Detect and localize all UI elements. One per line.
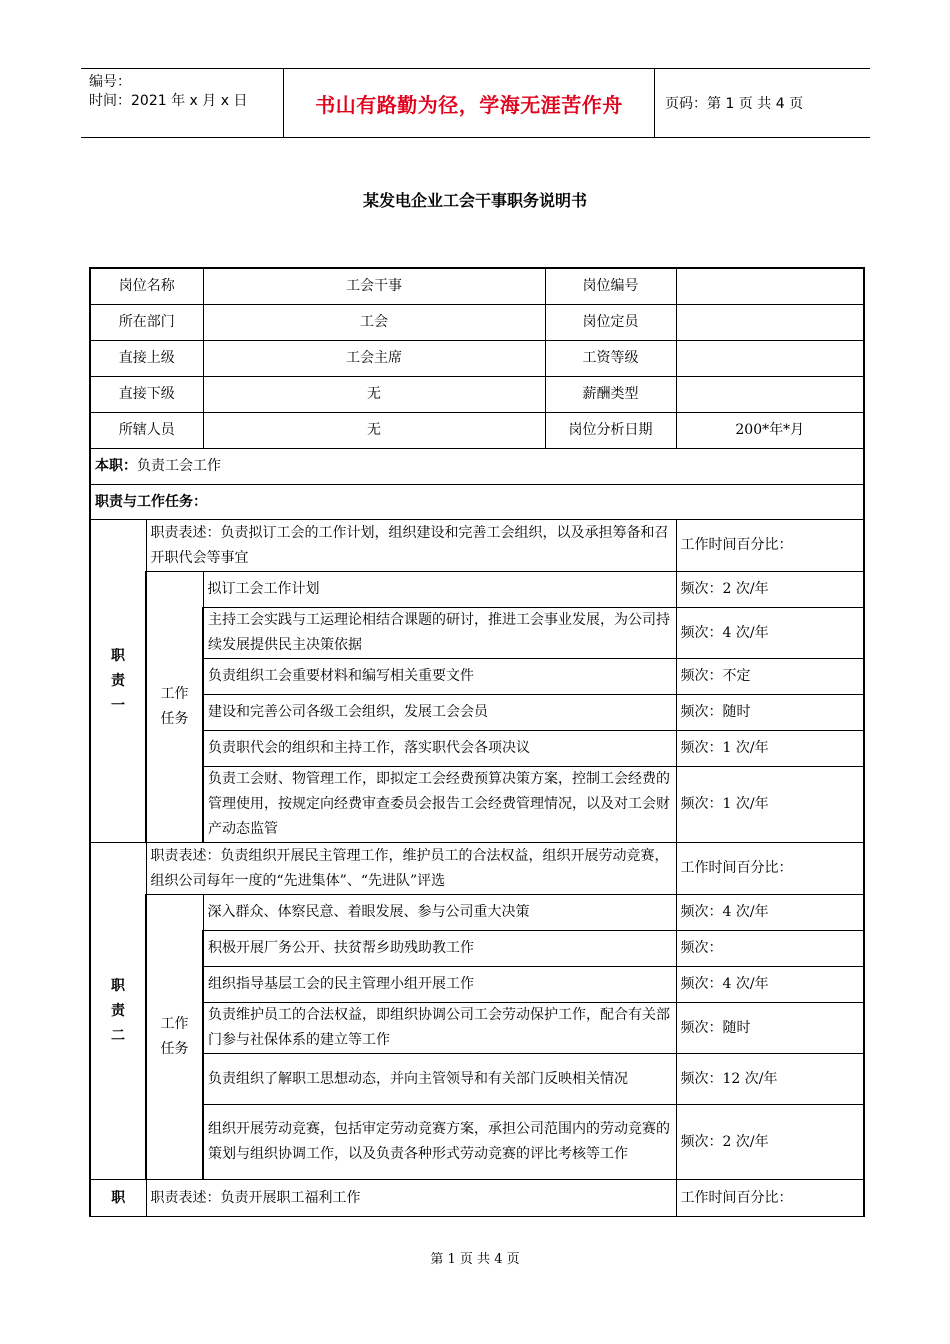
task-text: 负责工会财、物管理工作，即拟定工会经费预算决策方案，控制工会经费的管理使用，按规定向经费审查委员会报告工会经费管理情况，以及对工会财产动态监管: [203, 767, 676, 843]
duty-label: 职 责 二: [90, 843, 146, 1180]
field-label: 所辖人员: [90, 413, 203, 449]
duty-desc-row: [90, 843, 864, 895]
benzhi-cell: [90, 449, 864, 485]
task-text: 深入群众、体察民意、着眼发展、参与公司重大决策: [203, 895, 676, 931]
field-label: 岗位定员: [545, 305, 676, 341]
task-row: [90, 1054, 864, 1105]
time-percentage: 工作时间百分比：: [676, 520, 864, 572]
duty-description: 职责表述：负责组织开展民主管理工作，维护员工的合法权益，组织开展劳动竞赛，组织公司每年一度的“先进集体”、“先进队”评选: [146, 843, 676, 895]
date-label: 时间：2021 年 x 月 x 日: [89, 93, 248, 109]
field-label: 岗位分析日期: [545, 413, 676, 449]
field-value: 工会: [203, 305, 545, 341]
field-label: 直接下级: [90, 377, 203, 413]
field-label: 薪酬类型: [545, 377, 676, 413]
task-row: [90, 967, 864, 1003]
field-label: 所在部门: [90, 305, 203, 341]
task-row: [90, 572, 864, 608]
benzhi-label: 本职：: [95, 458, 137, 474]
task-frequency: 频次：随时: [676, 695, 864, 731]
field-label: 工资等级: [545, 341, 676, 377]
field-label: 岗位编号: [545, 268, 676, 305]
task-text: 组织指导基层工会的民主管理小组开展工作: [203, 967, 676, 1003]
info-row: [90, 268, 864, 305]
duty-desc-row: [90, 1180, 864, 1217]
duty-description: 职责表述：负责开展职工福利工作: [146, 1180, 676, 1217]
field-value: 无: [203, 377, 545, 413]
time-percentage: 工作时间百分比：: [676, 1180, 864, 1217]
field-value: 无: [203, 413, 545, 449]
task-frequency: 频次：1 次/年: [676, 767, 864, 843]
task-frequency: 频次：2 次/年: [676, 1105, 864, 1180]
task-row: [90, 731, 864, 767]
field-label: 直接上级: [90, 341, 203, 377]
task-frequency: 频次：4 次/年: [676, 895, 864, 931]
benzhi-text: 负责工会工作: [137, 458, 221, 474]
duties-title: 职责与工作任务：: [90, 485, 864, 520]
task-text: 负责职代会的组织和主持工作，落实职代会各项决议: [203, 731, 676, 767]
document-title: 某发电企业工会干事职务说明书: [362, 191, 587, 210]
field-value: 200*年*月: [676, 413, 864, 449]
info-row: [90, 305, 864, 341]
task-frequency: 频次：不定: [676, 659, 864, 695]
duty-label: 职: [90, 1180, 146, 1217]
task-text: 负责组织了解职工思想动态，并向主管领导和有关部门反映相关情况: [203, 1054, 676, 1105]
info-row: [90, 377, 864, 413]
task-group-label: 工作 任务: [146, 572, 203, 843]
page-indicator: 页码：第 1 页 共 4 页: [665, 96, 804, 112]
task-row: [90, 931, 864, 967]
field-value: [676, 305, 864, 341]
duty-desc-row: [90, 520, 864, 572]
task-row: [90, 767, 864, 843]
task-row: [90, 608, 864, 659]
field-value: [676, 268, 864, 305]
task-row: [90, 1003, 864, 1054]
task-text: 组织开展劳动竞赛，包括审定劳动竞赛方案，承担公司范围内的劳动竞赛的策划与组织协调工作，以及负责各种形式劳动竞赛的评比考核等工作: [203, 1105, 676, 1180]
field-value: [676, 377, 864, 413]
task-frequency: 频次：: [676, 931, 864, 967]
field-value: 工会干事: [203, 268, 545, 305]
task-frequency: 频次：随时: [676, 1003, 864, 1054]
info-row: [90, 413, 864, 449]
duties-title-row: [90, 485, 864, 520]
task-row: [90, 695, 864, 731]
field-value: 工会主席: [203, 341, 545, 377]
field-value: [676, 341, 864, 377]
task-row: [90, 659, 864, 695]
job-description-table: [89, 267, 865, 1217]
motto: 书山有路勤为径，学海无涯苦作舟: [283, 69, 655, 137]
task-row: [90, 1105, 864, 1180]
page-header: [81, 68, 870, 138]
field-label: 岗位名称: [90, 268, 203, 305]
task-row: [90, 895, 864, 931]
task-frequency: 频次：2 次/年: [676, 572, 864, 608]
task-text: 积极开展厂务公开、扶贫帮乡助残助教工作: [203, 931, 676, 967]
task-frequency: 频次：4 次/年: [676, 967, 864, 1003]
task-text: 主持工会实践与工运理论相结合课题的研讨，推进工会事业发展，为公司持续发展提供民主决策依据: [203, 608, 676, 659]
task-frequency: 频次：1 次/年: [676, 731, 864, 767]
time-percentage: 工作时间百分比：: [676, 843, 864, 895]
header-left: [81, 69, 281, 137]
task-frequency: 频次：4 次/年: [676, 608, 864, 659]
duty-description: 职责表述：负责拟订工会的工作计划，组织建设和完善工会组织，以及承担筹备和召开职代会等事宜: [146, 520, 676, 572]
benzhi-row: [90, 449, 864, 485]
task-text: 拟订工会工作计划: [203, 572, 676, 608]
info-row: [90, 341, 864, 377]
page-footer: 第 1 页 共 4 页: [430, 1252, 520, 1267]
task-text: 负责组织工会重要材料和编写相关重要文件: [203, 659, 676, 695]
task-group-label: 工作 任务: [146, 895, 203, 1180]
duty-label: 职 责 一: [90, 520, 146, 843]
task-text: 负责维护员工的合法权益，即组织协调公司工会劳动保护工作，配合有关部门参与社保体系的建立等工作: [203, 1003, 676, 1054]
doc-number-label: 编号：: [89, 74, 131, 90]
task-frequency: 频次：12 次/年: [676, 1054, 864, 1105]
task-text: 建设和完善公司各级工会组织，发展工会会员: [203, 695, 676, 731]
